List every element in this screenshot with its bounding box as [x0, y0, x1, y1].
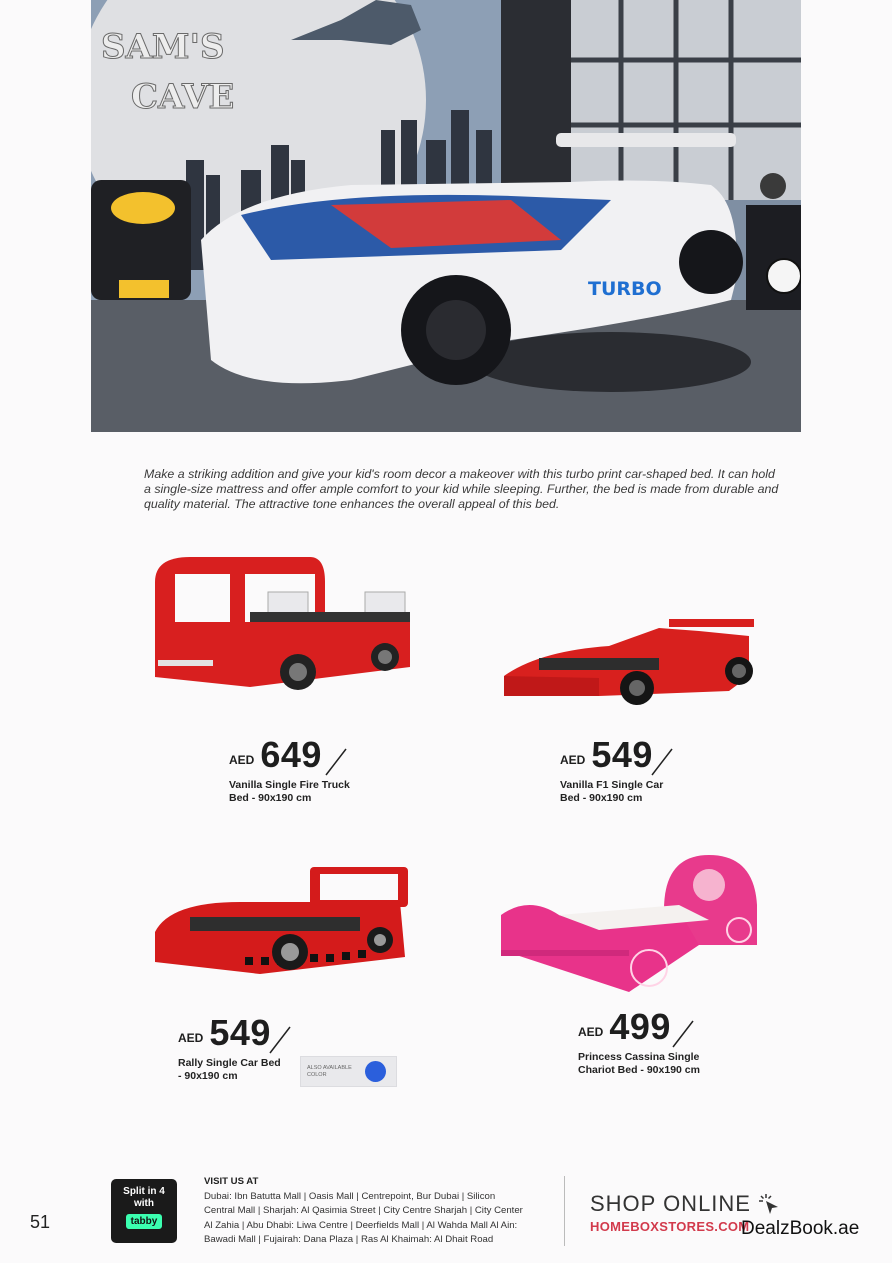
- product-1-price-block: [229, 735, 350, 804]
- page-number: 51: [30, 1212, 51, 1232]
- product-2-price-block: [560, 735, 663, 804]
- sign-line2: CAVE: [131, 77, 235, 117]
- currency-label: AED: [560, 753, 586, 767]
- currency-label: AED: [178, 1031, 204, 1045]
- cursor-click-icon: [758, 1193, 782, 1217]
- product-4-price-block: [578, 1007, 700, 1076]
- store-line: Dubai: Ibn Batutta Mall | Oasis Mall | Centrepoint, Bur Dubai | Silicon: [204, 1190, 496, 1202]
- visit-title: VISIT US AT: [204, 1176, 259, 1187]
- tabby-text: Split in 4 with: [123, 1186, 165, 1209]
- product-name: Vanilla F1 Single Car Bed - 90x190 cm: [560, 779, 664, 804]
- currency-label: AED: [578, 1025, 604, 1039]
- product-description: Make a striking addition and give your kid's room decor a makeover with this turbo print car-shaped bed. It can hold a single-size mattress and offer ample comfort to your kid while sleeping. Further, the bed is made from durable and quality material. The attractive tone enhances the overall appeal of this bed.: [144, 467, 779, 512]
- rally-car-bed-image: [150, 862, 412, 985]
- price-slash-icon: [671, 1019, 695, 1049]
- product-3-price-block: [178, 1013, 281, 1082]
- price-slash-icon: [324, 747, 348, 777]
- color-swatch[interactable]: [365, 1061, 386, 1082]
- tabby-logo: tabby: [126, 1214, 163, 1229]
- princess-chariot-bed-image: [499, 850, 761, 1003]
- price: 499: [609, 1006, 671, 1047]
- hero-image: [91, 0, 801, 432]
- price-slash-icon: [650, 747, 674, 777]
- also-available-color-badge: [300, 1056, 397, 1087]
- shop-online-label: SHOP ONLINE: [590, 1191, 782, 1217]
- also-available-label: ALSO AVAILABLE COLOR: [307, 1065, 352, 1078]
- watermark: DealzBook.ae: [741, 1218, 860, 1239]
- tabby-badge: [111, 1179, 177, 1243]
- store-locations: [204, 1175, 556, 1248]
- price: 549: [209, 1012, 271, 1053]
- product-name: Princess Cassina Single Chariot Bed - 90x190 cm: [578, 1051, 700, 1076]
- website-link[interactable]: HOMEBOXSTORES.COM: [590, 1219, 750, 1234]
- product-name: Rally Single Car Bed - 90x190 cm: [178, 1057, 281, 1082]
- currency-label: AED: [229, 753, 255, 767]
- fire-truck-bed-image: [150, 552, 415, 702]
- price: 549: [591, 734, 653, 775]
- store-line: Al Zahia | Abu Dhabi: Liwa Centre | Deerfields Mall | Al Wahda Mall Al Ain:: [204, 1219, 518, 1231]
- f1-car-bed-image: [499, 616, 761, 719]
- price-slash-icon: [268, 1025, 292, 1055]
- store-line: Bawadi Mall | Fujairah: Dana Plaza | Ras Al Khaimah: Al Dhait Road: [204, 1234, 494, 1246]
- store-line: Central Mall | Sharjah: Al Qasimia Street | City Centre Sharjah | City Center: [204, 1205, 523, 1217]
- footer-divider: [564, 1176, 565, 1246]
- price: 649: [260, 734, 322, 775]
- product-name: Vanilla Single Fire Truck Bed - 90x190 cm: [229, 779, 350, 804]
- car-badge: TURBO: [588, 278, 662, 300]
- sign-line1: SAM'S: [101, 27, 225, 67]
